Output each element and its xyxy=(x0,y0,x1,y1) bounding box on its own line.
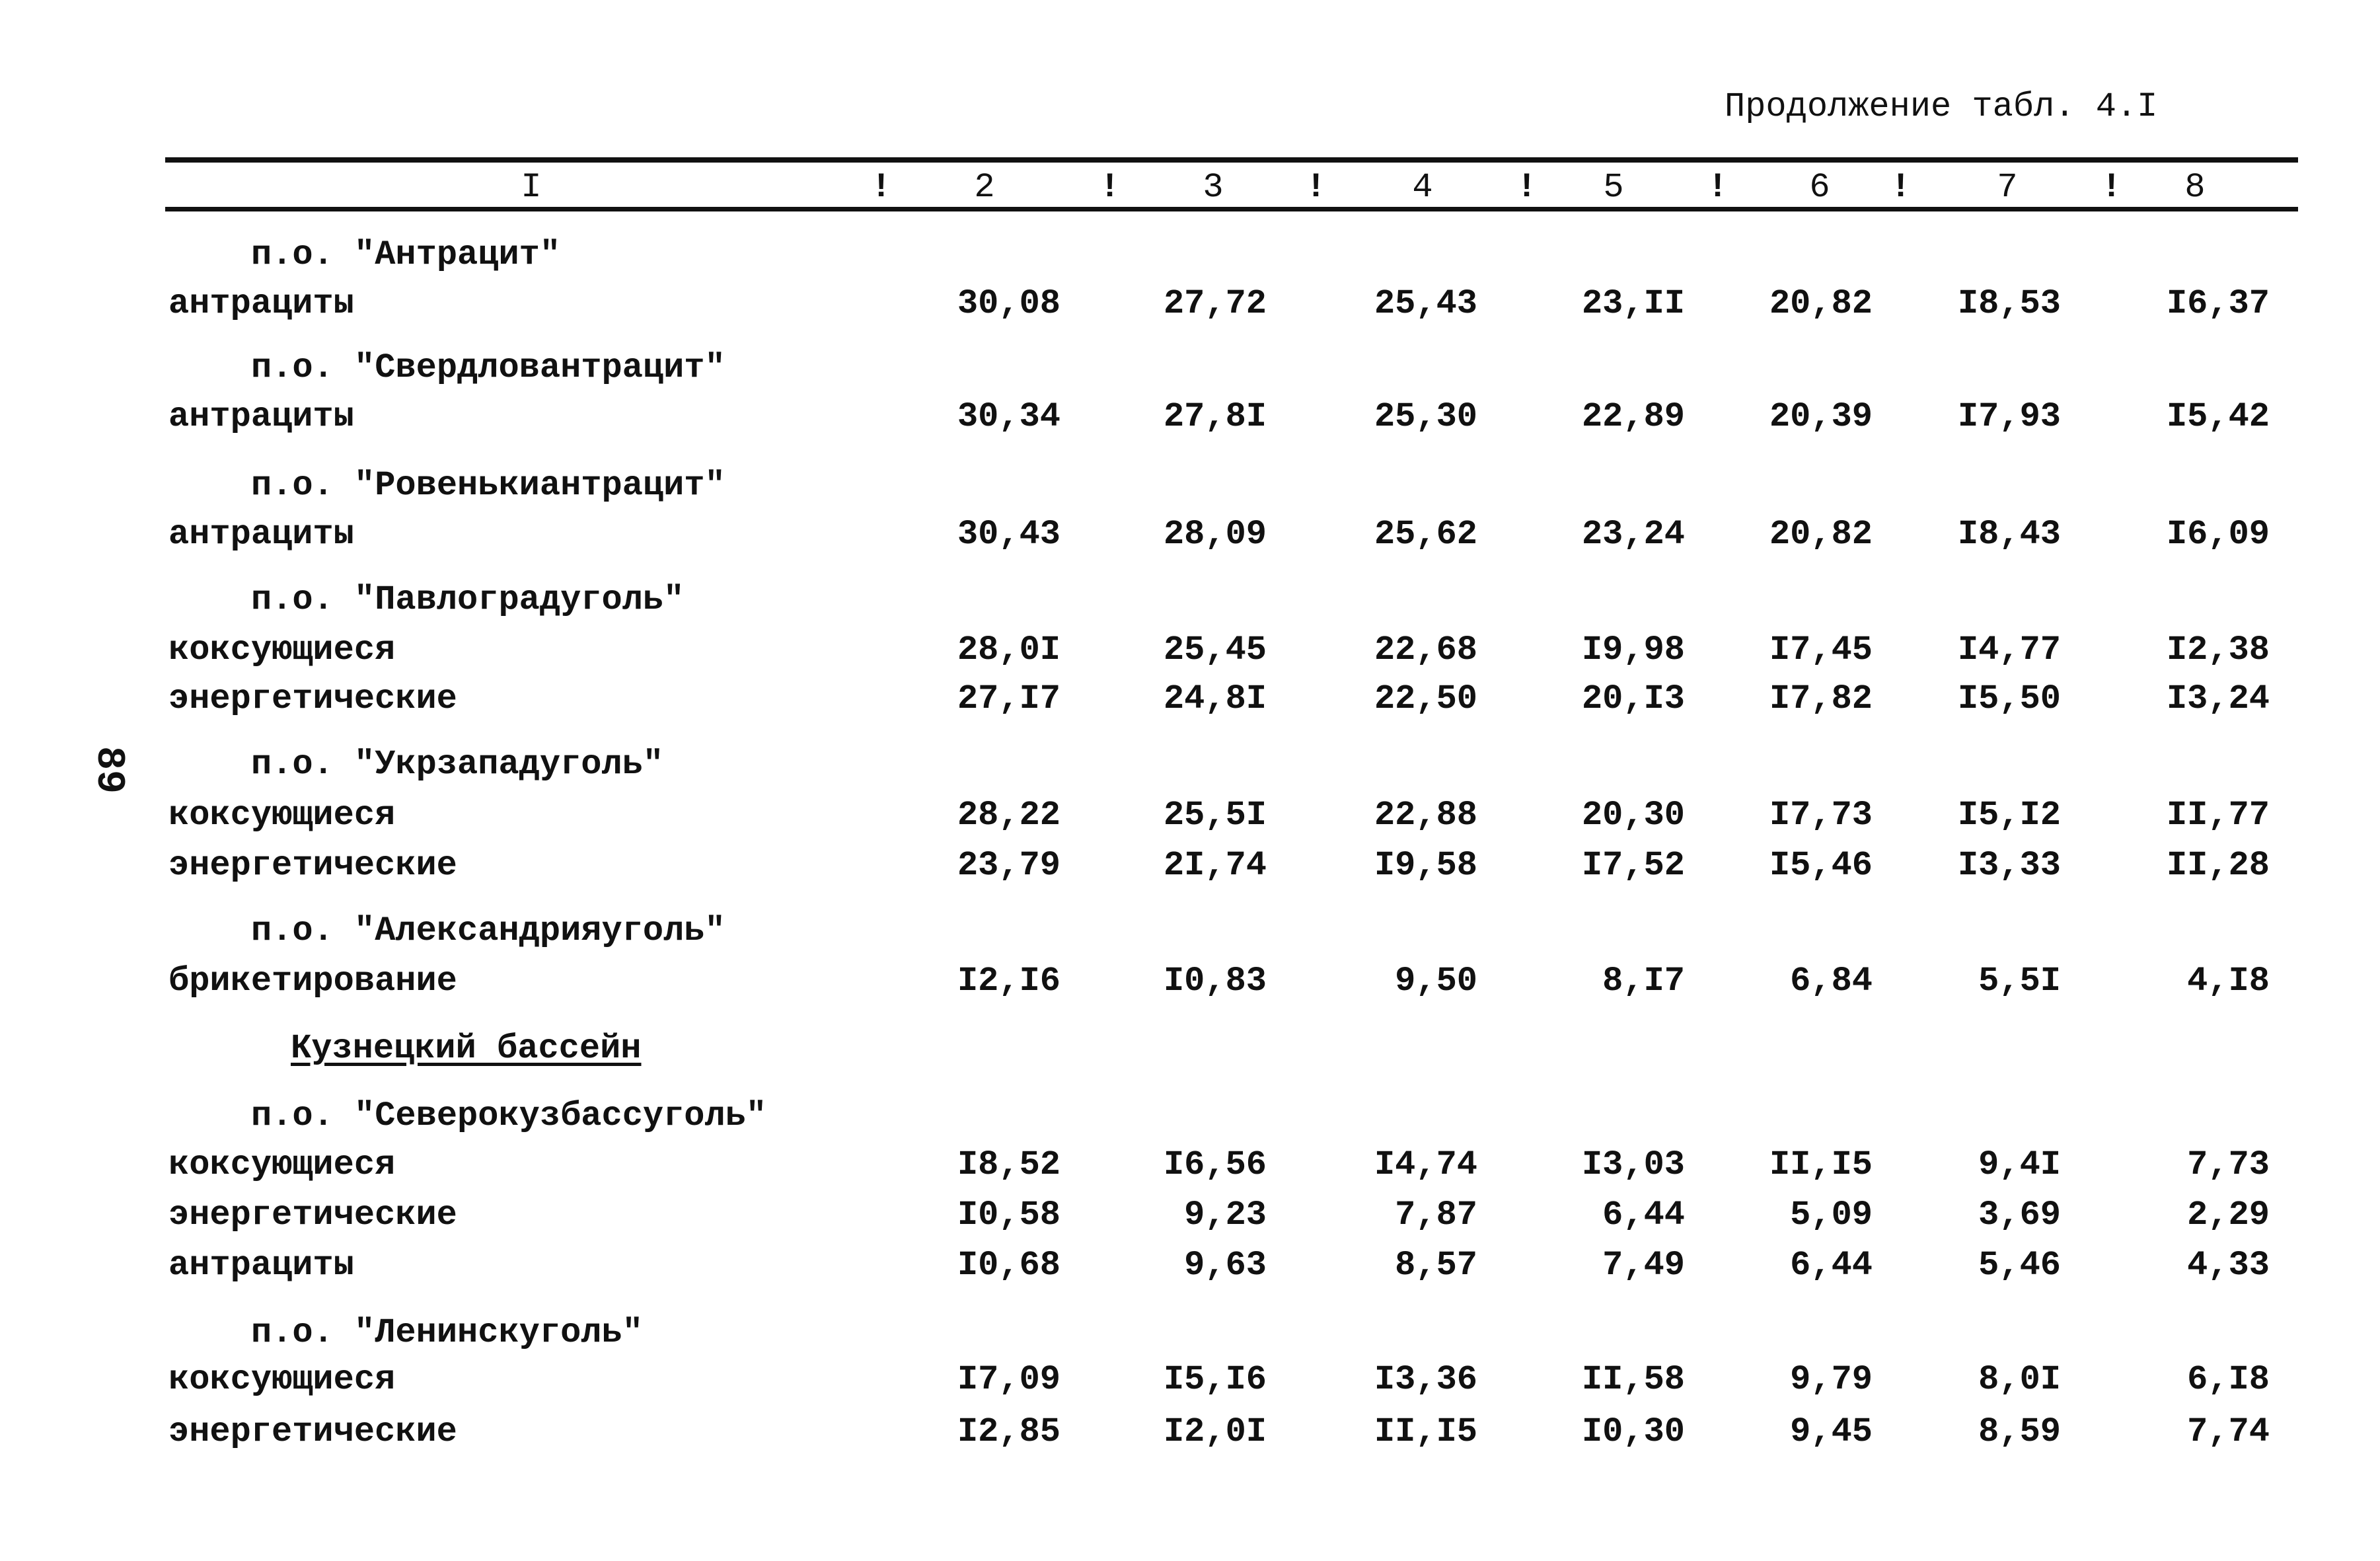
cell-col-8: 4,33 xyxy=(2187,1246,2270,1285)
cell-col-5: I3,03 xyxy=(1581,1145,1685,1184)
row-label: п.о. "Северокузбассуголь" xyxy=(251,1096,767,1135)
cell-col-6: 6,84 xyxy=(1790,962,1873,1001)
row-label: энергетические xyxy=(168,679,457,718)
cell-col-3: 2I,74 xyxy=(1163,846,1267,885)
row-label: брикетирование xyxy=(168,962,457,1001)
cell-col-7: I4,77 xyxy=(1957,630,2061,669)
cell-col-7: 8,59 xyxy=(1978,1412,2061,1451)
cell-col-2: 30,43 xyxy=(957,515,1060,554)
cell-col-2: I8,52 xyxy=(957,1145,1060,1184)
cell-col-5: II,58 xyxy=(1581,1360,1685,1399)
column-header-5: 5 xyxy=(1603,168,1624,207)
cell-col-3: 27,72 xyxy=(1163,284,1267,323)
column-separator: ! xyxy=(1707,168,1729,207)
cell-col-5: 8,I7 xyxy=(1602,962,1685,1001)
cell-col-2: 30,34 xyxy=(957,397,1060,436)
column-separator: ! xyxy=(1890,168,1912,207)
column-header-7: 7 xyxy=(1997,168,2018,207)
cell-col-6: 20,82 xyxy=(1769,284,1873,323)
cell-col-8: I5,42 xyxy=(2166,397,2270,436)
cell-col-2: 30,08 xyxy=(957,284,1060,323)
cell-col-6: 20,82 xyxy=(1769,515,1873,554)
cell-col-8: 6,I8 xyxy=(2187,1360,2270,1399)
column-separator: ! xyxy=(1099,168,1121,207)
cell-col-2: 28,0I xyxy=(957,630,1060,669)
cell-col-8: 7,74 xyxy=(2187,1412,2270,1451)
column-header-4: 4 xyxy=(1412,168,1433,207)
cell-col-6: 9,79 xyxy=(1790,1360,1873,1399)
cell-col-3: I2,0I xyxy=(1163,1412,1267,1451)
cell-col-5: 22,89 xyxy=(1581,397,1685,436)
column-header-1: I xyxy=(521,168,542,207)
cell-col-4: 22,50 xyxy=(1374,679,1477,718)
cell-col-5: I7,52 xyxy=(1581,846,1685,885)
cell-col-5: I9,98 xyxy=(1581,630,1685,669)
row-label: антрациты xyxy=(168,284,354,323)
cell-col-8: I6,09 xyxy=(2166,515,2270,554)
cell-col-8: I2,38 xyxy=(2166,630,2270,669)
cell-col-7: 3,69 xyxy=(1978,1196,2061,1235)
row-label: коксующиеся xyxy=(168,1145,396,1184)
cell-col-2: I2,85 xyxy=(957,1412,1060,1451)
row-label: энергетические xyxy=(168,1196,457,1235)
column-header-6: 6 xyxy=(1809,168,1830,207)
cell-col-4: 22,88 xyxy=(1374,796,1477,835)
column-separator: ! xyxy=(871,168,892,207)
cell-col-3: I6,56 xyxy=(1163,1145,1267,1184)
cell-col-8: 7,73 xyxy=(2187,1145,2270,1184)
column-separator: ! xyxy=(1306,168,1327,207)
cell-col-2: I0,58 xyxy=(957,1196,1060,1235)
cell-col-3: 24,8I xyxy=(1163,679,1267,718)
cell-col-7: I5,I2 xyxy=(1957,796,2061,835)
cell-col-6: I5,46 xyxy=(1769,846,1873,885)
cell-col-3: 27,8I xyxy=(1163,397,1267,436)
cell-col-4: 22,68 xyxy=(1374,630,1477,669)
cell-col-3: I5,I6 xyxy=(1163,1360,1267,1399)
cell-col-3: I0,83 xyxy=(1163,962,1267,1001)
cell-col-8: II,77 xyxy=(2166,796,2270,835)
cell-col-6: I7,82 xyxy=(1769,679,1873,718)
column-separator: ! xyxy=(1516,168,1538,207)
cell-col-5: 20,I3 xyxy=(1581,679,1685,718)
cell-col-4: 25,30 xyxy=(1374,397,1477,436)
row-label: п.о. "Антрацит" xyxy=(251,235,561,274)
cell-col-6: II,I5 xyxy=(1769,1145,1873,1184)
cell-col-2: 27,I7 xyxy=(957,679,1060,718)
row-label: коксующиеся xyxy=(168,1360,396,1399)
page-number: 89 xyxy=(86,745,131,794)
row-label: п.о. "Укрзападуголь" xyxy=(251,745,664,784)
row-label: п.о. "Александрияуголь" xyxy=(251,911,725,950)
cell-col-4: 7,87 xyxy=(1395,1196,1477,1235)
column-header-2: 2 xyxy=(974,168,995,207)
row-label: энергетические xyxy=(168,1412,457,1451)
cell-col-7: 8,0I xyxy=(1978,1360,2061,1399)
row-label: п.о. "Свердловантрацит" xyxy=(251,348,725,387)
cell-col-4: I3,36 xyxy=(1374,1360,1477,1399)
cell-col-4: II,I5 xyxy=(1374,1412,1477,1451)
cell-col-3: 9,23 xyxy=(1184,1196,1267,1235)
row-label: энергетические xyxy=(168,846,457,885)
column-separator: ! xyxy=(2101,168,2122,207)
cell-col-6: 5,09 xyxy=(1790,1196,1873,1235)
cell-col-6: I7,73 xyxy=(1769,796,1873,835)
cell-col-5: 7,49 xyxy=(1602,1246,1685,1285)
cell-col-2: I2,I6 xyxy=(957,962,1060,1001)
cell-col-4: 25,43 xyxy=(1374,284,1477,323)
cell-col-4: 25,62 xyxy=(1374,515,1477,554)
header-rule xyxy=(165,207,2298,211)
cell-col-3: 25,45 xyxy=(1163,630,1267,669)
column-header-3: 3 xyxy=(1203,168,1224,207)
cell-col-4: 8,57 xyxy=(1395,1246,1477,1285)
cell-col-8: I3,24 xyxy=(2166,679,2270,718)
table-caption: Продолжение табл. 4.I xyxy=(1725,87,2158,126)
cell-col-6: 20,39 xyxy=(1769,397,1873,436)
cell-col-6: I7,45 xyxy=(1769,630,1873,669)
cell-col-8: 2,29 xyxy=(2187,1196,2270,1235)
cell-col-6: 9,45 xyxy=(1790,1412,1873,1451)
cell-col-4: I9,58 xyxy=(1374,846,1477,885)
top-rule xyxy=(165,157,2298,163)
row-label: коксующиеся xyxy=(168,630,396,669)
cell-col-2: I0,68 xyxy=(957,1246,1060,1285)
row-label: п.о. "Павлоградуголь" xyxy=(251,580,685,619)
cell-col-8: 4,I8 xyxy=(2187,962,2270,1001)
cell-col-6: 6,44 xyxy=(1790,1246,1873,1285)
cell-col-7: I5,50 xyxy=(1957,679,2061,718)
cell-col-2: I7,09 xyxy=(957,1360,1060,1399)
row-label: Кузнецкий бассейн xyxy=(291,1029,642,1068)
cell-col-7: 5,5I xyxy=(1978,962,2061,1001)
cell-col-4: 9,50 xyxy=(1395,962,1477,1001)
cell-col-8: II,28 xyxy=(2166,846,2270,885)
row-label: антрациты xyxy=(168,1246,354,1285)
cell-col-5: 20,30 xyxy=(1581,796,1685,835)
cell-col-2: 28,22 xyxy=(957,796,1060,835)
row-label: антрациты xyxy=(168,397,354,436)
cell-col-3: 28,09 xyxy=(1163,515,1267,554)
cell-col-3: 9,63 xyxy=(1184,1246,1267,1285)
cell-col-5: 6,44 xyxy=(1602,1196,1685,1235)
row-label: коксующиеся xyxy=(168,796,396,835)
cell-col-2: 23,79 xyxy=(957,846,1060,885)
row-label: п.о. "Ленинскуголь" xyxy=(251,1313,643,1352)
cell-col-4: I4,74 xyxy=(1374,1145,1477,1184)
cell-col-5: 23,24 xyxy=(1581,515,1685,554)
cell-col-7: I8,43 xyxy=(1957,515,2061,554)
cell-col-3: 25,5I xyxy=(1163,796,1267,835)
cell-col-8: I6,37 xyxy=(2166,284,2270,323)
cell-col-7: I3,33 xyxy=(1957,846,2061,885)
cell-col-7: I8,53 xyxy=(1957,284,2061,323)
cell-col-7: 9,4I xyxy=(1978,1145,2061,1184)
cell-col-5: I0,30 xyxy=(1581,1412,1685,1451)
cell-col-7: I7,93 xyxy=(1957,397,2061,436)
row-label: антрациты xyxy=(168,515,354,554)
cell-col-5: 23,II xyxy=(1581,284,1685,323)
cell-col-7: 5,46 xyxy=(1978,1246,2061,1285)
row-label: п.о. "Ровенькиантрацит" xyxy=(251,466,725,505)
column-header-8: 8 xyxy=(2184,168,2206,207)
